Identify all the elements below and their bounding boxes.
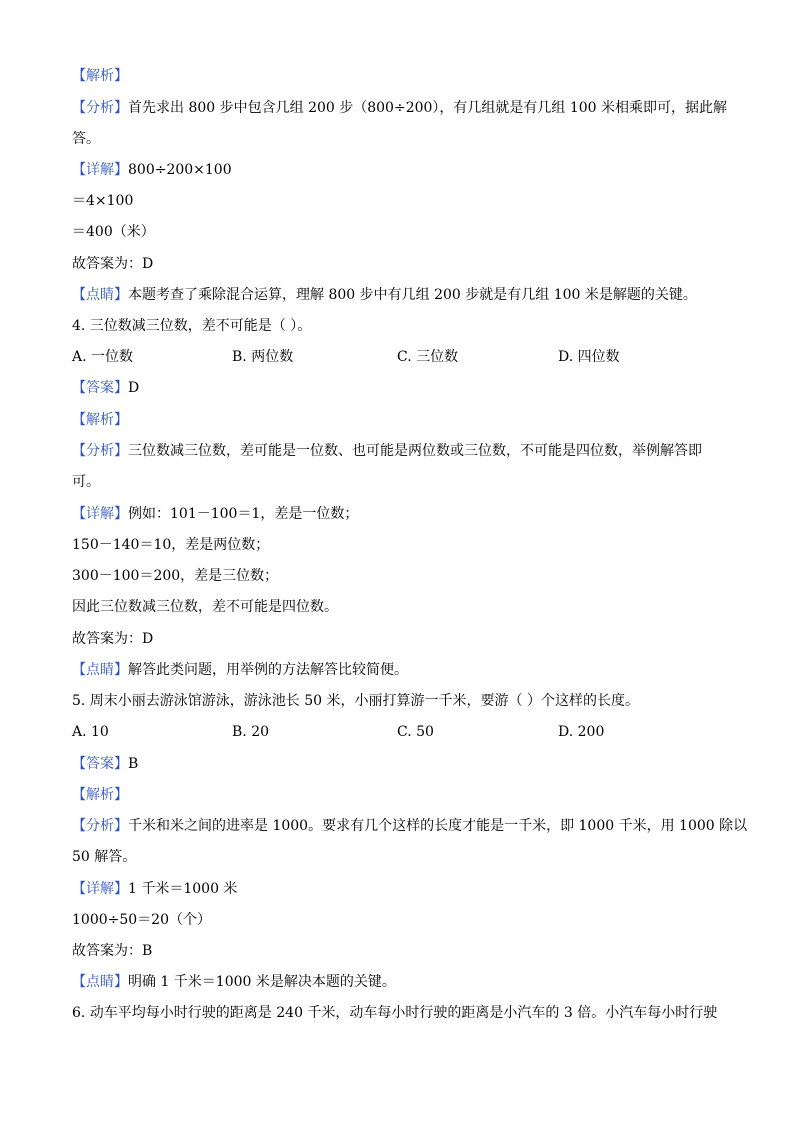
q4-option-b: B. 两位数: [232, 349, 294, 365]
q3-fenxi-line-2: 答。: [72, 131, 100, 147]
q4-jiexi-tag: 【解析】: [72, 412, 128, 428]
q5-answer-key: [72, 755, 722, 773]
q4-daan-value: D: [128, 380, 140, 396]
q3-xiangjie-line-1: [72, 161, 722, 179]
q5-dianjing-tag: 【点睛】: [72, 974, 128, 990]
q3-jiexi-tag: 【解析】: [72, 68, 128, 84]
q5-xiangjie-line-1: [72, 880, 722, 898]
q4-xiangjie-line-3: 300－100＝200，差是三位数；: [72, 568, 279, 584]
q3-xiangjie-line-2: ＝4×100: [72, 193, 134, 209]
q5-daan-tag: 【答案】: [72, 756, 128, 772]
q4-option-a: A. 一位数: [72, 349, 134, 365]
q6-stem: 6. 动车平均每小时行驶的距离是 240 千米，动车每小时行驶的距离是小汽车的 3 倍。小汽车每小时行驶: [72, 1005, 718, 1021]
q5-xiangjie-tag: 【详解】: [72, 881, 128, 897]
q5-jiexi-tag: 【解析】: [72, 787, 128, 803]
q4-dianjing-line: [72, 661, 722, 679]
q5-dianjing-text: 明确 1 千米＝1000 米是解决本题的关键。: [128, 974, 396, 990]
q4-option-d: D. 四位数: [558, 349, 620, 365]
q5-xiangjie-text-1: 1 千米＝1000 米: [128, 881, 238, 897]
q5-answer-line: 故答案为：B: [72, 943, 153, 959]
q4-option-c: C. 三位数: [397, 349, 459, 365]
q3-fenxi-text-1: 首先求出 800 步中包含几组 200 步（800÷200），有几组就是有几组 100 米相乘即可，据此解: [128, 100, 728, 116]
q3-dianjing-text: 本题考查了乘除混合运算，理解 800 步中有几组 200 步就是有几组 100 米是解题的关键。: [128, 287, 697, 303]
q3-dianjing-tag: 【点睛】: [72, 287, 128, 303]
q4-answer-key: [72, 379, 722, 397]
q4-stem: 4. 三位数减三位数，差不可能是（ ）。: [72, 318, 312, 334]
q4-answer-line: 故答案为：D: [72, 631, 154, 647]
q5-xiangjie-line-2: 1000÷50＝20（个）: [72, 912, 211, 928]
q4-xiangjie-tag: 【详解】: [72, 506, 128, 522]
q5-option-b: B. 20: [232, 724, 270, 740]
q5-fenxi-line-2: 50 解答。: [72, 849, 137, 865]
q4-xiangjie-line-4: 因此三位数减三位数，差不可能是四位数。: [72, 599, 338, 615]
q3-analysis-heading: [72, 67, 722, 85]
q5-fenxi-text-1: 千米和米之间的进率是 1000。要求有几个这样的长度才能是一千米，即 1000 千米，用 1000 除以: [128, 818, 748, 834]
q3-dianjing-line: [72, 286, 722, 304]
q4-xiangjie-text-1: 例如：101－100＝1，差是一位数；: [128, 506, 359, 522]
q4-fenxi-line-2: 可。: [72, 474, 100, 490]
q3-answer-line: 故答案为：D: [72, 256, 154, 272]
q3-xiangjie-line-3: ＝400（米）: [72, 224, 155, 240]
q5-option-a: A. 10: [72, 724, 109, 740]
q5-stem: 5. 周末小丽去游泳馆游泳，游泳池长 50 米，小丽打算游一千米，要游（ ）个这样的长度。: [72, 693, 639, 709]
q4-daan-tag: 【答案】: [72, 380, 128, 396]
q3-fenxi-line-1: [72, 99, 728, 117]
q5-option-c: C. 50: [397, 724, 434, 740]
q4-fenxi-tag: 【分析】: [72, 443, 128, 459]
q4-xiangjie-line-1: [72, 505, 722, 523]
q4-fenxi-line-1: [72, 442, 722, 460]
q5-option-d: D. 200: [558, 724, 605, 740]
q4-fenxi-text-1: 三位数减三位数，差可能是一位数、也可能是两位数或三位数，不可能是四位数，举例解答即: [128, 443, 702, 459]
q5-dianjing-line: [72, 973, 722, 991]
q3-fenxi-tag: 【分析】: [72, 100, 128, 116]
q4-dianjing-tag: 【点睛】: [72, 662, 128, 678]
q5-analysis-heading: [72, 786, 722, 804]
q3-xiangjie-text-1: 800÷200×100: [128, 162, 232, 178]
q3-xiangjie-tag: 【详解】: [72, 162, 128, 178]
q5-daan-value: B: [128, 756, 139, 772]
q4-xiangjie-line-2: 150－140＝10，差是两位数；: [72, 537, 270, 553]
q5-fenxi-line-1: [72, 817, 748, 835]
q5-fenxi-tag: 【分析】: [72, 818, 128, 834]
q4-analysis-heading: [72, 411, 722, 429]
q4-dianjing-text: 解答此类问题，用举例的方法解答比较简便。: [128, 662, 408, 678]
